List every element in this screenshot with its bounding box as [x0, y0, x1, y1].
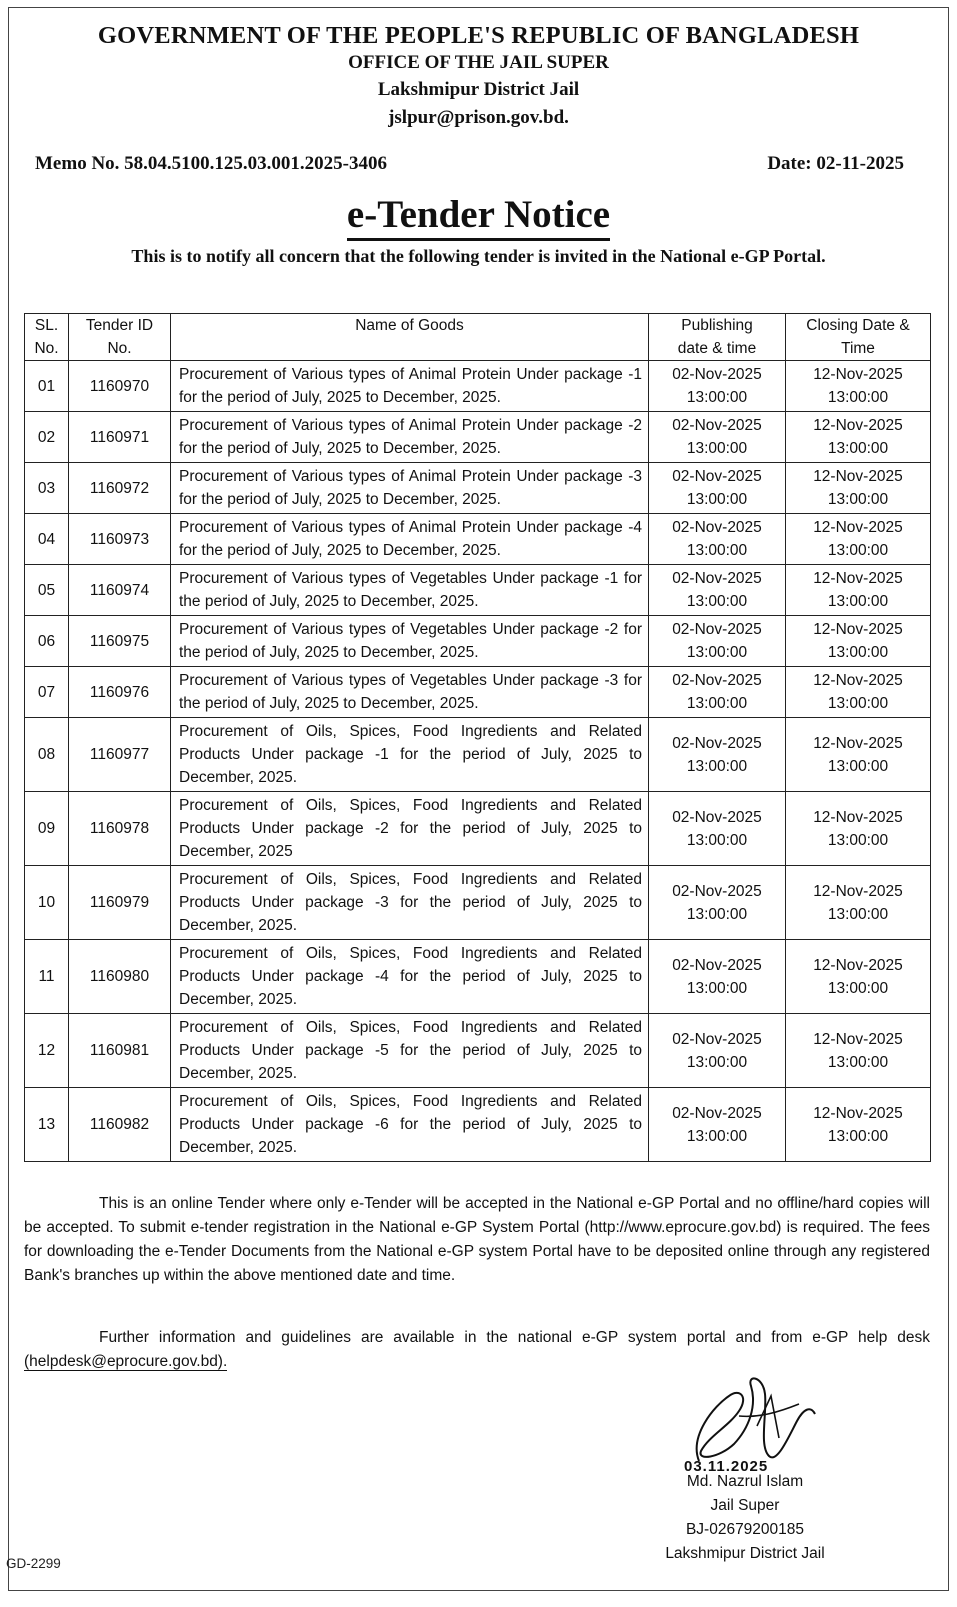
header-sl: [25, 314, 69, 361]
row-pub-time: 13:00:00: [686, 695, 748, 712]
signer-id: BJ-02679200185: [685, 1521, 805, 1538]
header-closing: [786, 314, 931, 361]
table-row: [25, 718, 931, 792]
row-closing: [786, 718, 931, 792]
row-goods: Procurement of Oils, Spices, Food Ingredients and Related Products Under package -1 for the period of July, 2025 to December, 2025.: [171, 718, 649, 792]
memo-number: Memo No. 58.04.5100.125.03.001.2025-3406: [35, 153, 387, 174]
row-sl: 06: [25, 616, 69, 667]
row-closing: [786, 1088, 931, 1162]
row-goods: Procurement of Various types of Vegetables Under package -2 for the period of July, 2025 to December, 2025.: [171, 616, 649, 667]
row-goods: Procurement of Various types of Animal Protein Under package -3 for the period of July, 2025 to December, 2025.: [171, 463, 649, 514]
table-row: [25, 1014, 931, 1088]
row-close-date: 12-Nov-2025: [813, 621, 903, 638]
row-close-date: 12-Nov-2025: [813, 882, 903, 900]
row-closing: [786, 940, 931, 1014]
row-goods: Procurement of Oils, Spices, Food Ingredients and Related Products Under package -3 for the period of July, 2025 to December, 2025.: [171, 866, 649, 940]
row-pub-time: 13:00:00: [686, 491, 748, 508]
row-pub-date: 02-Nov-2025: [672, 882, 762, 900]
header-close-line2: Time: [841, 340, 875, 357]
row-pub-time: 13:00:00: [686, 757, 748, 775]
row-closing: [786, 866, 931, 940]
row-pub-date: 02-Nov-2025: [672, 734, 762, 752]
government-name: GOVERNMENT OF THE PEOPLE'S REPUBLIC OF BANGLADESH: [97, 22, 860, 49]
row-goods: Procurement of Oils, Spices, Food Ingredients and Related Products Under package -2 for the period of July, 2025 to December, 2025: [171, 792, 649, 866]
row-close-date: 12-Nov-2025: [813, 366, 903, 383]
row-goods: Procurement of Various types of Vegetables Under package -1 for the period of July, 2025 to December, 2025.: [171, 565, 649, 616]
row-publishing: [649, 1014, 786, 1088]
row-tender-id: 1160970: [69, 361, 171, 412]
row-close-date: 12-Nov-2025: [813, 570, 903, 587]
table-row: [25, 514, 931, 565]
row-tender-id: 1160981: [69, 1014, 171, 1088]
row-close-date: 12-Nov-2025: [813, 519, 903, 536]
row-publishing: [649, 514, 786, 565]
row-close-time: 13:00:00: [827, 905, 889, 923]
table-row: [25, 463, 931, 514]
row-tender-id: 1160972: [69, 463, 171, 514]
signer-block: [645, 1470, 845, 1566]
row-sl: 10: [25, 866, 69, 940]
row-publishing: [649, 463, 786, 514]
header-tender-line2: No.: [107, 340, 132, 357]
row-pub-time: 13:00:00: [686, 542, 748, 559]
row-close-date: 12-Nov-2025: [813, 734, 903, 752]
further-info-text: Further information and guidelines are available in the national e-GP system portal and from e-GP help desk: [99, 1329, 930, 1346]
signature-date: 03.11.2025: [684, 1458, 769, 1475]
memo-row: [35, 153, 904, 175]
row-close-date: 12-Nov-2025: [813, 808, 903, 826]
header-close-line1: Closing Date &: [806, 317, 910, 334]
row-closing: [786, 792, 931, 866]
row-close-time: 13:00:00: [827, 644, 889, 661]
office-email[interactable]: jslpur@prison.gov.bd.: [388, 107, 569, 128]
row-publishing: [649, 616, 786, 667]
row-close-time: 13:00:00: [827, 542, 889, 559]
row-close-time: 13:00:00: [827, 1127, 889, 1145]
letterhead: [9, 22, 948, 129]
office-name: OFFICE OF THE JAIL SUPER: [348, 52, 609, 73]
row-pub-time: 13:00:00: [686, 389, 748, 406]
row-sl: 09: [25, 792, 69, 866]
row-pub-time: 13:00:00: [686, 1127, 748, 1145]
row-tender-id: 1160976: [69, 667, 171, 718]
row-close-date: 12-Nov-2025: [813, 956, 903, 974]
row-tender-id: 1160982: [69, 1088, 171, 1162]
tender-table: [24, 313, 931, 1162]
header-pub-line1: Publishing: [681, 317, 753, 334]
table-row: [25, 361, 931, 412]
row-close-date: 12-Nov-2025: [813, 417, 903, 434]
row-close-date: 12-Nov-2025: [813, 468, 903, 485]
row-pub-time: 13:00:00: [686, 440, 748, 457]
row-publishing: [649, 1088, 786, 1162]
row-tender-id: 1160979: [69, 866, 171, 940]
row-sl: 12: [25, 1014, 69, 1088]
row-pub-date: 02-Nov-2025: [672, 366, 762, 383]
row-publishing: [649, 667, 786, 718]
memo-date: Date: 02-11-2025: [767, 153, 904, 174]
row-tender-id: 1160971: [69, 412, 171, 463]
row-close-time: 13:00:00: [827, 593, 889, 610]
row-publishing: [649, 792, 786, 866]
row-close-time: 13:00:00: [827, 389, 889, 406]
row-sl: 04: [25, 514, 69, 565]
row-goods: Procurement of Oils, Spices, Food Ingredients and Related Products Under package -4 for the period of July, 2025 to December, 2025.: [171, 940, 649, 1014]
row-pub-date: 02-Nov-2025: [672, 468, 762, 485]
table-row: [25, 616, 931, 667]
row-close-time: 13:00:00: [827, 695, 889, 712]
row-pub-date: 02-Nov-2025: [672, 519, 762, 536]
header-sl-line2: No.: [34, 340, 59, 357]
row-publishing: [649, 866, 786, 940]
row-pub-date: 02-Nov-2025: [672, 570, 762, 587]
table-row: [25, 565, 931, 616]
row-closing: [786, 565, 931, 616]
row-publishing: [649, 718, 786, 792]
row-tender-id: 1160978: [69, 792, 171, 866]
row-sl: 03: [25, 463, 69, 514]
row-goods: Procurement of Oils, Spices, Food Ingredients and Related Products Under package -5 for the period of July, 2025 to December, 2025.: [171, 1014, 649, 1088]
row-sl: 13: [25, 1088, 69, 1162]
row-closing: [786, 1014, 931, 1088]
row-sl: 07: [25, 667, 69, 718]
notice-page: [8, 7, 949, 1591]
row-sl: 08: [25, 718, 69, 792]
table-header-row: [25, 314, 931, 361]
header-goods: [171, 314, 649, 361]
row-pub-date: 02-Nov-2025: [672, 1030, 762, 1048]
signer-designation: Jail Super: [710, 1497, 780, 1514]
row-closing: [786, 667, 931, 718]
row-pub-date: 02-Nov-2025: [672, 417, 762, 434]
row-close-date: 12-Nov-2025: [813, 1030, 903, 1048]
row-pub-date: 02-Nov-2025: [672, 808, 762, 826]
document-code: GD-2299: [6, 1556, 61, 1571]
row-pub-date: 02-Nov-2025: [672, 1104, 762, 1122]
row-tender-id: 1160975: [69, 616, 171, 667]
online-tender-paragraph: This is an online Tender where only e-Tender will be accepted in the National e-GP Portal and no offline/hard copies will be accepted. To submit e-tender registration in the National e-GP System Portal (http://www.eprocure.gov.bd) is required. The fees for downloading the e-Tender Documents from the National e-GP system Portal have to be deposited online through any registered Bank's branches up within the above mentioned date and time.: [24, 1195, 930, 1284]
notice-title: [9, 195, 948, 234]
header-tender-line1: Tender ID: [85, 317, 154, 334]
notice-title-text: e-Tender Notice: [347, 193, 610, 241]
row-tender-id: 1160973: [69, 514, 171, 565]
row-goods: Procurement of Various types of Vegetables Under package -3 for the period of July, 2025 to December, 2025.: [171, 667, 649, 718]
row-close-time: 13:00:00: [827, 831, 889, 849]
row-close-time: 13:00:00: [827, 979, 889, 997]
row-close-date: 12-Nov-2025: [813, 672, 903, 689]
row-publishing: [649, 412, 786, 463]
row-pub-time: 13:00:00: [686, 905, 748, 923]
row-pub-time: 13:00:00: [686, 644, 748, 661]
row-goods: Procurement of Various types of Animal Protein Under package -4 for the period of July, 2025 to December, 2025.: [171, 514, 649, 565]
row-close-time: 13:00:00: [827, 491, 889, 508]
row-pub-date: 02-Nov-2025: [672, 672, 762, 689]
row-publishing: [649, 565, 786, 616]
table-row: [25, 866, 931, 940]
row-closing: [786, 616, 931, 667]
district-name: Lakshmipur District Jail: [377, 79, 580, 100]
row-goods: Procurement of Various types of Animal Protein Under package -1 for the period of July, 2025 to December, 2025.: [171, 361, 649, 412]
row-pub-time: 13:00:00: [686, 1053, 748, 1071]
row-close-time: 13:00:00: [827, 757, 889, 775]
row-close-time: 13:00:00: [827, 1053, 889, 1071]
row-close-date: 12-Nov-2025: [813, 1104, 903, 1122]
row-closing: [786, 412, 931, 463]
signer-office: Lakshmipur District Jail: [665, 1545, 825, 1562]
header-sl-line1: SL.: [34, 317, 59, 334]
notice-intro: This is to notify all concern that the following tender is invited in the National e-GP Portal.: [131, 246, 826, 266]
table-row: [25, 667, 931, 718]
row-publishing: [649, 940, 786, 1014]
row-publishing: [649, 361, 786, 412]
row-closing: [786, 463, 931, 514]
row-goods: Procurement of Oils, Spices, Food Ingredients and Related Products Under package -6 for the period of July, 2025 to December, 2025.: [171, 1088, 649, 1162]
row-pub-date: 02-Nov-2025: [672, 956, 762, 974]
table-row: [25, 792, 931, 866]
row-sl: 05: [25, 565, 69, 616]
helpdesk-email-link[interactable]: (helpdesk@eprocure.gov.bd).: [24, 1353, 228, 1370]
row-pub-date: 02-Nov-2025: [672, 621, 762, 638]
row-close-time: 13:00:00: [827, 440, 889, 457]
row-pub-time: 13:00:00: [686, 593, 748, 610]
row-sl: 01: [25, 361, 69, 412]
signer-name: Md. Nazrul Islam: [686, 1473, 804, 1490]
row-tender-id: 1160974: [69, 565, 171, 616]
table-row: [25, 940, 931, 1014]
row-goods: Procurement of Various types of Animal Protein Under package -2 for the period of July, 2025 to December, 2025.: [171, 412, 649, 463]
row-tender-id: 1160977: [69, 718, 171, 792]
header-goods-label: Name of Goods: [355, 317, 464, 334]
header-tender-id: [69, 314, 171, 361]
tender-table-body: [25, 361, 931, 1162]
row-sl: 11: [25, 940, 69, 1014]
header-pub-line2: date & time: [677, 340, 757, 357]
row-tender-id: 1160980: [69, 940, 171, 1014]
table-row: [25, 412, 931, 463]
header-publishing: [649, 314, 786, 361]
row-closing: [786, 361, 931, 412]
row-closing: [786, 514, 931, 565]
row-pub-time: 13:00:00: [686, 979, 748, 997]
row-sl: 02: [25, 412, 69, 463]
table-row: [25, 1088, 931, 1162]
row-pub-time: 13:00:00: [686, 831, 748, 849]
